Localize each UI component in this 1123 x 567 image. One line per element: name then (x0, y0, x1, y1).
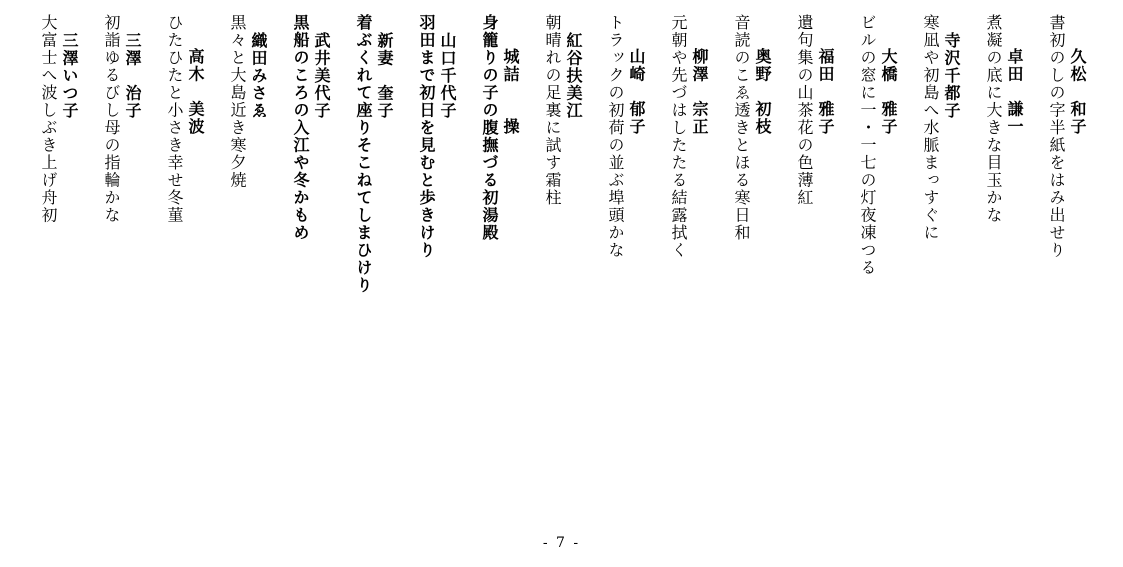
haiku-16: 初詣ゆるびし母の指輪かな (102, 14, 121, 224)
haiku-10: 身籠りの子の腹撫づる初湯殿 (480, 14, 499, 242)
haiku-6: 音読のこゑ透きとほる寒日和 (732, 14, 751, 242)
author-11: 山口千代子 (438, 32, 457, 120)
author-10: 城詰 操 (501, 48, 520, 136)
author-2: 卓田 謙一 (1005, 48, 1024, 136)
haiku-8: トラックの初荷の並ぶ埠頭かな (606, 14, 625, 259)
author-16: 三澤 治子 (123, 32, 142, 120)
haiku-5: 遺句集の山茶花の色薄紅 (795, 14, 814, 207)
haiku-4: ビルの窓に一・一七の灯夜凍つる (858, 14, 877, 277)
page-number: - 7 - (542, 535, 581, 551)
haiku-7: 元朝や先づはしたたる結露拭く (669, 14, 688, 259)
author-14: 織田みさゑ (249, 32, 268, 120)
haiku-1: 書初のしの字半紙をはみ出せり (1047, 14, 1066, 259)
author-5: 福田 雅子 (816, 48, 835, 136)
haiku-13: 黒船のころの入江や冬かもめ (291, 14, 310, 242)
haiku-15: ひたひたと小さき幸せ冬菫 (165, 14, 184, 224)
haiku-9: 朝晴れの足裏に試す霜柱 (543, 14, 562, 207)
haiku-14: 黒々と大島近き寒夕焼 (228, 14, 247, 189)
author-15: 高木 美波 (186, 48, 205, 136)
author-12: 新妻 奎子 (375, 32, 394, 120)
haiku-11: 羽田まで初日を見むと歩きけり (417, 14, 436, 259)
haiku-17: 大富士へ波しぶき上げ舟初 (39, 14, 58, 224)
author-8: 山崎 郁子 (627, 48, 646, 136)
author-9: 紅谷扶美江 (564, 32, 583, 120)
author-3: 寺沢千都子 (942, 32, 961, 120)
author-4: 大橋 雅子 (879, 48, 898, 136)
haiku-2: 煮凝の底に大きな目玉かな (984, 14, 1003, 224)
haiku-3: 寒凪や初島へ水脈まっすぐに (921, 14, 940, 242)
author-17: 三澤いつ子 (60, 32, 79, 120)
haiku-12: 着ぶくれて座りそこねてしまひけり (354, 14, 373, 294)
author-6: 奥野 初枝 (753, 48, 772, 136)
author-1: 久松 和子 (1068, 48, 1087, 136)
author-13: 武井美代子 (312, 32, 331, 120)
author-7: 柳澤 宗正 (690, 48, 709, 136)
